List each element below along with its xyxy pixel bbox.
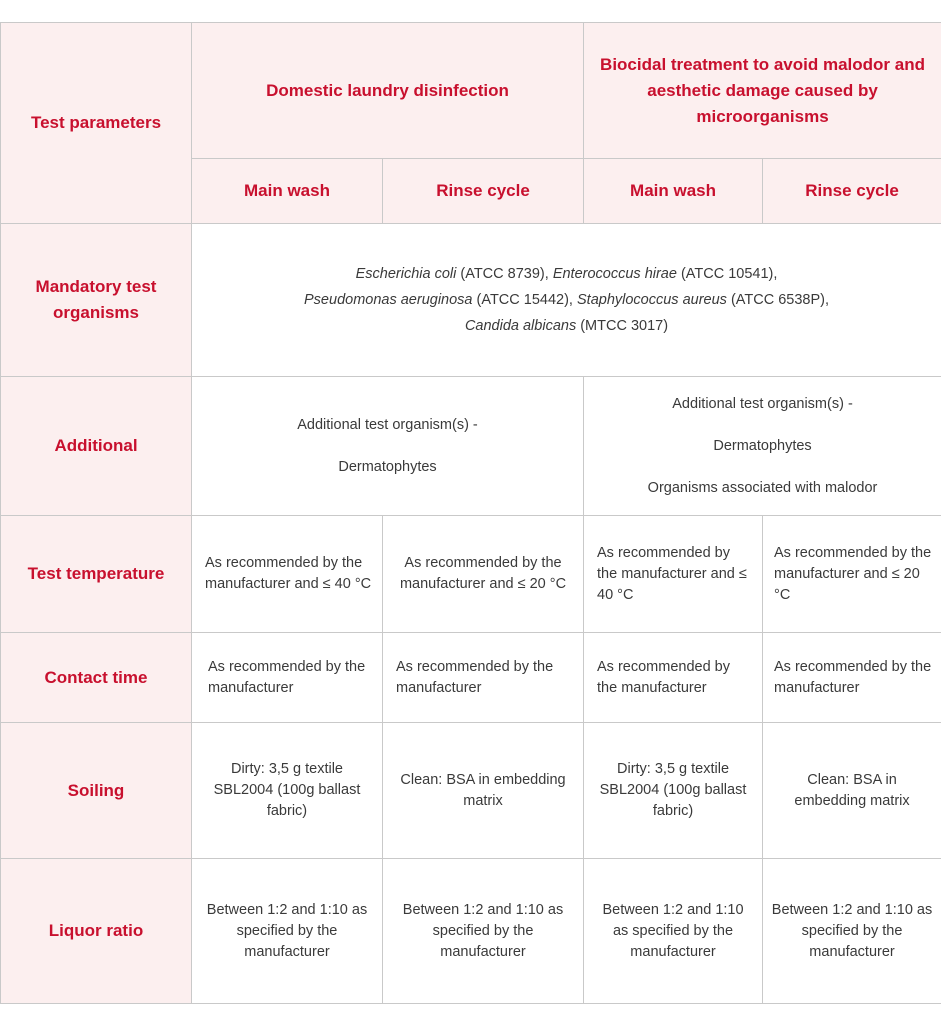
row-mandatory-organisms [1,224,941,377]
additional-g2-line-1: Additional test organism(s) - [672,395,853,412]
soiling-cell-1: Dirty: 3,5 g textile SBL2004 (100g ballast fabric) [192,723,383,859]
header-main-wash-2: Main wash [584,159,763,224]
header-main-wash-1: Main wash [192,159,383,224]
header-domestic-laundry-disinfection: Domestic laundry disinfection [192,23,584,159]
row-soiling [1,723,941,859]
row-contact-time [1,633,941,723]
organism-c-albicans: Candida albicans [464,318,577,334]
contact-cell-2: As recommended by the manufacturer [383,633,584,723]
row-test-temperature [1,516,941,633]
temperature-cell-1: As recommended by the manufacturer and ≤ 40 °C [192,516,383,633]
organisms-line-1 [200,261,933,287]
contact-cell-3: As recommended by the manufacturer [584,633,763,723]
row-label-contact: Contact time [1,633,192,723]
organism-s-aureus: Staphylococcus aureus [577,292,727,308]
header-biocidal-treatment: Biocidal treatment to avoid malodor and aesthetic damage caused by microorganisms [584,23,941,159]
soiling-cell-2: Clean: BSA in embedding matrix [383,723,584,859]
organisms-line-3 [200,313,933,339]
strain-e-hirae: (ATCC 10541), [676,266,778,282]
mandatory-organisms-cell [192,224,941,377]
test-parameters-table-wrapper [0,22,941,1004]
strain-p-aeruginosa: (ATCC 15442), [472,292,577,308]
row-additional [1,377,941,516]
additional-cell-group-1 [192,377,584,516]
temperature-cell-3: As recommended by the manufacturer and ≤ 40 °C [584,516,763,633]
additional-g2-line-3: Organisms associated with malodor [647,479,878,496]
row-label-liquor: Liquor ratio [1,859,192,1004]
strain-c-albicans: (MTCC 3017) [576,318,669,334]
header-rinse-cycle-2: Rinse cycle [763,159,941,224]
additional-g1-line-1: Additional test organism(s) - [297,416,478,433]
contact-cell-4: As recommended by the manufacturer [763,633,941,723]
organism-p-aeruginosa: Pseudomonas aeruginosa [304,292,473,308]
liquor-cell-2: Between 1:2 and 1:10 as specified by the manufacturer [383,859,584,1004]
organism-e-hirae: Enterococcus hirae [552,266,677,282]
header-rinse-cycle-1: Rinse cycle [383,159,584,224]
additional-cell-group-2 [584,377,941,516]
row-label-mandatory: Mandatory test organisms [1,224,192,377]
liquor-cell-3: Between 1:2 and 1:10 as specified by the manufacturer [584,859,763,1004]
liquor-cell-1: Between 1:2 and 1:10 as specified by the manufacturer [192,859,383,1004]
soiling-cell-4: Clean: BSA in embedding matrix [763,723,941,859]
liquor-cell-4: Between 1:2 and 1:10 as specified by the manufacturer [763,859,941,1004]
contact-cell-1: As recommended by the manufacturer [192,633,383,723]
strain-s-aureus: (ATCC 6538P), [726,292,829,308]
row-label-temperature: Test temperature [1,516,192,633]
soiling-cell-3: Dirty: 3,5 g textile SBL2004 (100g ballast fabric) [584,723,763,859]
row-label-soiling: Soiling [1,723,192,859]
header-row-groups [1,23,941,159]
row-liquor-ratio [1,859,941,1004]
additional-g2-line-2: Dermatophytes [713,437,812,454]
test-parameters-table [0,22,941,1004]
additional-g1-line-2: Dermatophytes [338,458,437,475]
header-test-parameters: Test parameters [1,23,192,224]
strain-e-coli: (ATCC 8739), [456,266,553,282]
temperature-cell-2: As recommended by the manufacturer and ≤ 20 °C [383,516,584,633]
organisms-line-2 [200,287,933,313]
organism-e-coli: Escherichia coli [355,266,457,282]
temperature-cell-4: As recommended by the manufacturer and ≤ 20 °C [763,516,941,633]
row-label-additional: Additional [1,377,192,516]
